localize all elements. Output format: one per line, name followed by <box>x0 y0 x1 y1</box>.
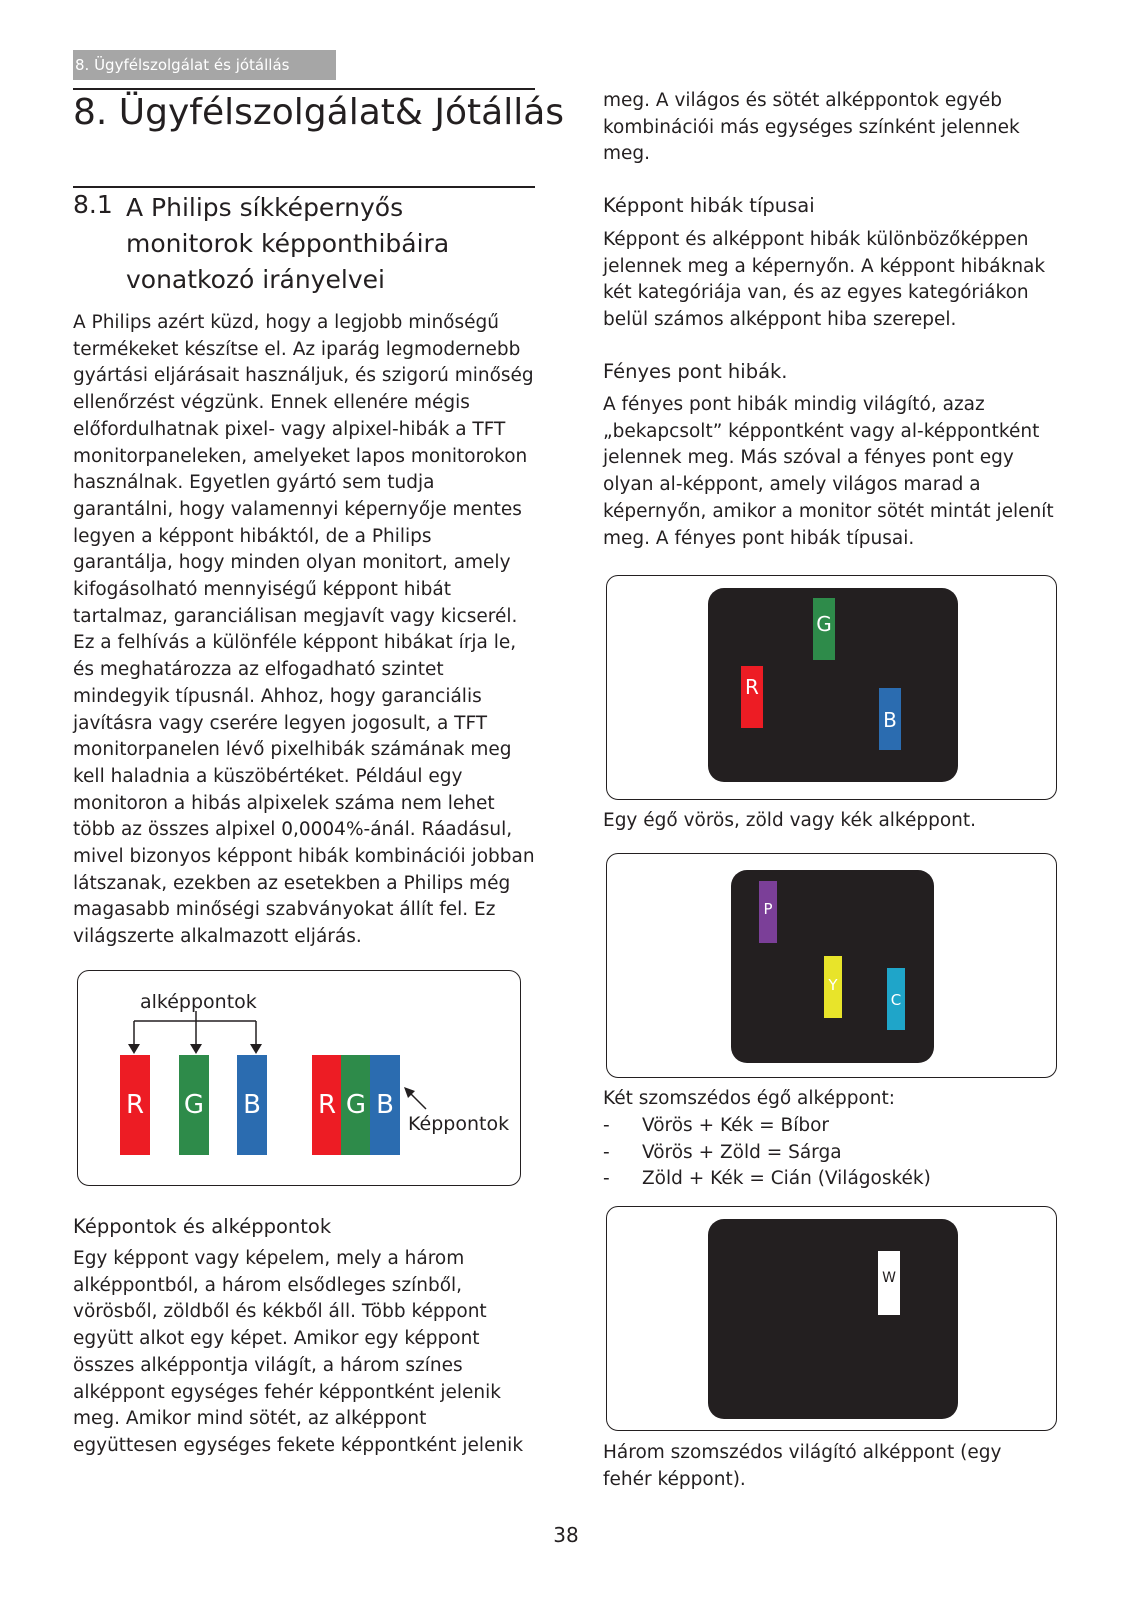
subpixel-green <box>179 1055 209 1155</box>
page-number: 38 <box>553 1523 579 1547</box>
pixel-green <box>341 1055 371 1155</box>
bright-yellow-subpixel <box>824 956 842 1018</box>
list-item: - Zöld + Kék = Cián (Világoskék) <box>603 1166 1063 1193</box>
pixel-red-letter: R <box>317 1090 337 1120</box>
subpixel-red <box>120 1055 150 1155</box>
defect-types-paragraph: Képpont és alképpont hibák különbözőképpen jelennek meg a képernyőn. A képpont hibáknak két kategóriája van, és az egyes kategóriákon belül számos alképpont hiba szerepel. <box>603 229 1046 331</box>
dark-screen <box>731 870 934 1063</box>
section-number: 8.1 <box>73 190 113 219</box>
pixel-blue <box>370 1055 400 1155</box>
list-item: - Vörös + Zöld = Sárga <box>603 1140 1063 1167</box>
intro-paragraph: A Philips azért küzd, hogy a legjobb minőségű termékeket készítse el. Az iparág legmodernebb gyártási eljárásait használjuk, és szigorú minőség ellenőrzést végzünk. Ennek ellenére mégis előfordulhatnak pixel- vagy alpixel-hibák a TFT monitorpaneleken, amelyeket lapos monitorokon használnak. Egyetlen gyártó sem tudja garantálni, hogy valamennyi képernyője mentes legyen a képpont hibáktól, de a Philips garantálja, hogy minden olyan monitort, amely kifogásolható mennyiségű képpont hibát tartalmaz, garanciálisan megjavít vagy kicserél. Ez a felhívás a különféle képpont hibákat írja le, és meghatározza az elfogadható szintet mindegyik típusnál. Ahhoz, hogy garanciális javításra vagy cserére legyen jogosult, a TFT monitorpanelen lévő pixelhibák számának meg kell haladnia a küszöbértéket. Például egy monitoron a hibás alpixelek száma nem lehet több az összes alpixel 0,0004%-ánál. Ráadásul, mivel bizonyos képpont hibák kombinációi jobban látszanak, ezekben az esetekben a Philips még magasabb minőségi szabványokat állít fel. Ez világszerte alkalmazott eljárás. <box>73 312 535 948</box>
bright-dot-heading: Fényes pont hibák. <box>603 360 788 383</box>
bright-cyan-letter: C <box>890 991 902 1009</box>
dark-screen <box>708 588 958 782</box>
section-rule <box>73 186 535 188</box>
bright-blue-subpixel <box>879 688 901 750</box>
bright-green-letter: G <box>816 612 832 636</box>
bright-red-subpixel <box>741 666 763 728</box>
subpixel-diagram <box>77 970 521 1186</box>
pixels-paragraph: Egy képpont vagy képelem, mely a három alképpontból, a három elsődleges színből, vörösből, zöldből és kékből áll. Több képpont együtt alkot egy képet. Amikor egy képpont összes alképpontja világít, a három színes alképpont egységes fehér képpontként jelenik meg. Amikor mind sötét, az alképpont együttesen egységes fekete képpontként jelenik <box>73 1248 524 1456</box>
pixel-label: Képpontok <box>408 1113 510 1135</box>
subpixels-label: alképpontok <box>140 991 257 1013</box>
bright-purple-letter: P <box>763 900 773 918</box>
chapter-rule <box>73 88 535 90</box>
continuation-paragraph: meg. A világos és sötét alképpontok egyéb kombinációi más egységes színként jelennek meg. <box>603 90 1020 165</box>
figure2-caption: Két szomszédos égő alképpont: <box>603 1088 895 1109</box>
bright-yellow-letter: Y <box>828 976 838 994</box>
subpixel-blue-letter: B <box>243 1090 261 1120</box>
figure-two-subpixels <box>606 853 1057 1078</box>
pixel-red <box>312 1055 342 1155</box>
figure3-caption: Három szomszédos világító alképpont (egy fehér képpont). <box>603 1442 1002 1490</box>
bright-white-letter: W <box>882 1270 896 1286</box>
bright-cyan-subpixel <box>887 968 905 1030</box>
subpixel-red-letter: R <box>125 1090 145 1120</box>
bright-red-letter: R <box>745 675 759 699</box>
dark-screen <box>708 1219 958 1419</box>
bright-blue-letter: B <box>883 708 897 732</box>
subpixel-green-letter: G <box>183 1090 205 1120</box>
bright-green-subpixel <box>813 598 835 660</box>
figure-white-pixel <box>606 1206 1057 1431</box>
subpixel-blue <box>237 1055 267 1155</box>
bright-purple-subpixel <box>759 881 777 943</box>
pixel-blue-letter: B <box>376 1090 394 1120</box>
list-item: - Vörös + Kék = Bíbor <box>603 1113 1063 1140</box>
bright-dot-paragraph: A fényes pont hibák mindig világító, azaz „bekapcsolt” képpontként vagy al-képpontként jelennek meg. Más szóval a fényes pont egy olyan al-képpont, amely világos marad a képernyőn, amikor a monitor sötét mintát jelenít meg. A fényes pont hibák típusai. <box>603 394 1054 549</box>
section-title: A Philips síkképernyős monitorok képponthibáira vonatkozó irányelvei <box>126 193 450 294</box>
figure1-caption: Egy égő vörös, zöld vagy kék alképpont. <box>603 810 977 831</box>
bright-white-pixel <box>878 1251 900 1315</box>
figure-single-subpixel <box>606 575 1057 800</box>
pixels-heading: Képpontok és alképpontok <box>73 1215 332 1238</box>
chapter-tab: 8. Ügyfélszolgálat és jótállás <box>73 50 336 80</box>
defect-types-heading: Képpont hibák típusai <box>603 194 815 217</box>
pixel-green-letter: G <box>345 1090 367 1120</box>
color-combination-list <box>603 1113 1063 1193</box>
chapter-title: 8. Ügyfélszolgálat& Jótállás <box>73 92 565 133</box>
